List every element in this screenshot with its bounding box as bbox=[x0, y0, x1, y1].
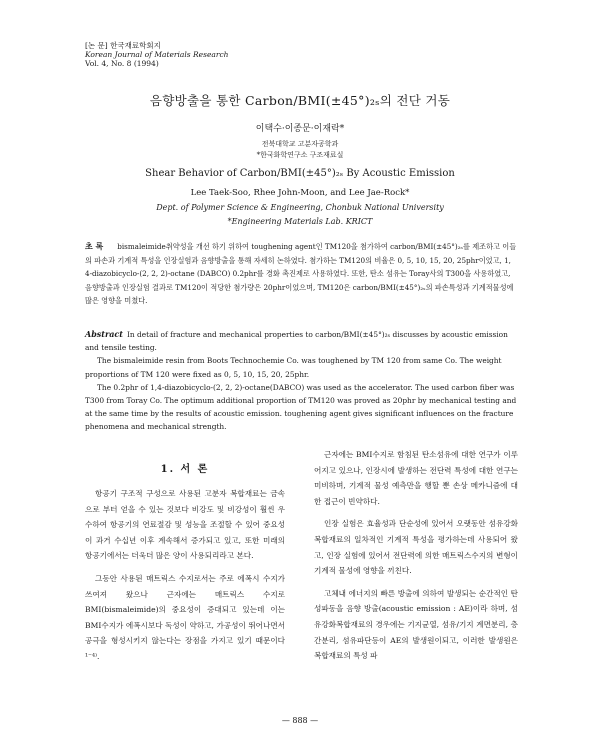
abstract-en-paragraph-3: The 0.2phr of 1,4-diazobicyclo-(2, 2, 2)-octane(DABCO) was used as the accelerator. The used carbon fiber was T300 from Toray Co. The optimum additional proportion of TM120 was proved as 20phr by mechanical testing and at the same time by the results of acoustic emission. toughening agent gives significant influences on the fracture phenomena and mechanical strength. bbox=[85, 382, 517, 432]
abstract-ko bbox=[85, 240, 518, 308]
body-paragraph: 그동안 사용된 매트릭스 수지로서는 주로 에폭시 수지가 쓰여져 왔으나 근자에는 매트릭스 수지로 BMI(bismaleimide)의 중요성이 증대되고 있는데 이는 BMI수지가 에폭시보다 독성이 약하고, 가공성이 뛰어나면서 공극을 형성시키지 않는다는 장점을 가지고 있기 때문이다¹⁻⁴⁾. bbox=[85, 573, 285, 661]
abstract-en bbox=[85, 328, 518, 434]
abstract-en-paragraph-2: The bismaleimide resin from Boots Technochemie Co. was toughened by TM 120 from same Co. The weight proportions of TM 120 were fixed as 0, 5, 10, 15, 20, 25phr. bbox=[85, 356, 502, 379]
body-paragraph: 항공기 구조적 구성으로 사용된 고분자 복합재료는 금속으로 부터 얻을 수 있는 것보다 비강도 및 비강성이 훨씬 우수하여 항공기의 연료절감 및 성능을 조절할 수 있어 중요성이 과거 수십년 이후 계속해서 증가되고 있고, 또한 미래의 항공기에서는 더욱더 많은 양이 사용되리라고 본다. bbox=[85, 489, 285, 561]
journal-header bbox=[85, 41, 228, 68]
paper-title-ko: 음향방출을 통한 Carbon/BMI(±45°)₂ₛ의 전단 거동 bbox=[149, 93, 451, 108]
journal-name-en: Korean Journal of Materials Research bbox=[85, 50, 229, 59]
paper-title-en: Shear Behavior of Carbon/BMI(±45°)₂ₛ By Acoustic Emission bbox=[145, 168, 455, 179]
affiliation-en-1: Dept. of Polymer Science & Engineering, Chonbuk National University bbox=[156, 203, 444, 212]
body-paragraph: 인장 실험은 효율성과 단순성에 있어서 오랫동안 섬유강화 복합재료의 일차적인 기계적 특성을 평가하는데 사용되어 왔고, 인장 실험에 있어서 전단력에 의한 매트릭스수지의 변형이 기계적 물성에 영향을 끼친다. bbox=[314, 519, 518, 576]
journal-volume: Vol. 4, No. 8 (1994) bbox=[85, 59, 159, 68]
journal-name-ko: [논 문] 한국재료학회지 bbox=[85, 41, 161, 50]
affiliation-ko-1: 전북대학교 고분자공학과 bbox=[261, 140, 339, 148]
body-paragraph: 고체내 에너지의 빠른 방출에 의하여 발생되는 순간적인 탄성파동을 음향 방출(acoustic emission : AE)이라 하며, 섬유강화복합재료의 경우에는 기지균열, 섬유/기지 계면분리, 층간분리, 섬유파단등이 AE의 발생원이되고, 이러한 발생원은 복합재료의 특성 파 bbox=[314, 588, 518, 661]
body-paragraph: 근자에는 BMI수지로 함침된 탄소섬유에 대한 연구가 이루어지고 있으나, 인장시에 발생하는 전단력 특성에 대한 연구는 미비하며, 기계적 물성 예측만을 행할 뿐 손상 메카니즘에 대한 접근이 빈약하다. bbox=[314, 450, 518, 506]
affiliation-en-2: *Engineering Materials Lab. KRICT bbox=[227, 217, 373, 226]
authors-ko: 이택수·이종문·이재락* bbox=[255, 124, 345, 134]
section-heading-introduction: 1. 서 론 bbox=[160, 464, 210, 475]
authors-en: Lee Taek-Soo, Rhee John-Moon, and Lee Jae-Rock* bbox=[190, 188, 410, 198]
page-number: — 888 — bbox=[281, 716, 319, 725]
abstract-en-paragraph-1: Abstract In detail of fracture and mechanical properties to carbon/BMI(±45°)₂ₛ discusses by acoustic emission and tensile testing. bbox=[85, 329, 508, 353]
body-left-column bbox=[85, 486, 285, 672]
abstract-ko-text: bismaleimide취약성을 개선 하기 위하여 toughening agent인 TM120을 첨가하여 carbon/BMI(±45°)₂ₛ를 제조하고 이들의 파손과 기계적 특성을 인장실험과 음향방출을 통해 자세히 논하였다. 첨가하는 TM120의 비율은 0, 5, 10, 15, 20, 25phr이었고, 1, 4-diazobicyclo-(2, 2, 2)-octane (DABCO) 0.2phr를 경화 촉진제로 사용하였다. 또한, 탄소 섬유는 Toray사의 T300을 사용하였고, 음향방출과 인장실험 결과로 TM120이 적당한 첨가량은 20phr이었으며, TM120은 carbon/BMI(±45°)₂ₛ의 파손특성과 기계적물성에 많은 영향을 미쳤다. bbox=[85, 242, 517, 305]
body-right-column bbox=[314, 447, 518, 671]
affiliation-ko-2: *한국화학연구소 구조재료실 bbox=[256, 151, 344, 159]
abstract-ko-label: 초 록 bbox=[85, 241, 104, 251]
abstract-en-label: Abstract bbox=[85, 329, 123, 339]
